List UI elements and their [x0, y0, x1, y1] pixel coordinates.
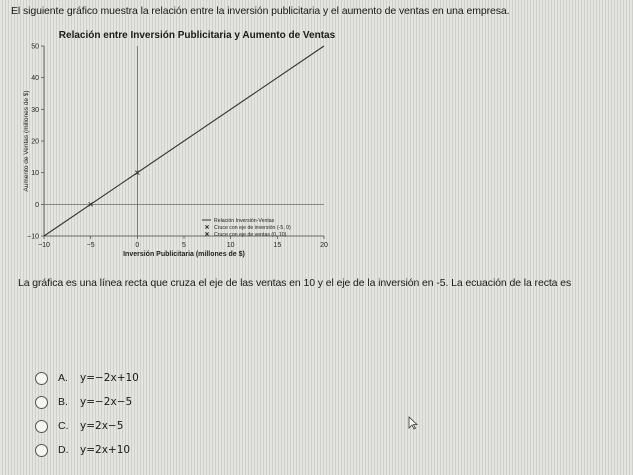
x-tick-label: 5	[182, 242, 186, 249]
legend-label-point: Cruce con eje de ventas (0, 10)	[214, 232, 287, 238]
option-letter: A.	[58, 372, 68, 384]
option-c[interactable]	[35, 414, 139, 438]
option-b[interactable]	[35, 390, 139, 414]
option-equation: y=2x−5	[80, 420, 124, 432]
legend-marker-swatch	[205, 232, 208, 235]
x-tick-label: 15	[273, 242, 282, 249]
legend-label-series: Relación Inversión-Ventas	[214, 218, 275, 224]
option-d[interactable]	[35, 438, 139, 462]
option-letter: C.	[58, 420, 69, 432]
option-equation: y=−2x−5	[80, 396, 133, 408]
chart	[22, 24, 342, 274]
legend-marker-swatch	[205, 225, 208, 228]
y-tick-label: −10	[27, 233, 39, 241]
series-line-relacion	[44, 46, 324, 236]
legend-label-point: Cruce con eje de inversión (-5, 0)	[214, 225, 291, 231]
chart-title: Relación entre Inversión Publicitaria y Aumento de Ventas	[58, 30, 336, 41]
x-tick-label: −5	[86, 242, 95, 249]
option-letter: B.	[58, 396, 68, 408]
radio-button[interactable]	[35, 420, 48, 433]
y-tick-label: 0	[35, 201, 39, 209]
question-text: El siguiente gráfico muestra la relación entre la inversión publicitaria y el aumento de ventas en una empresa.	[11, 5, 510, 17]
statement-text: La gráfica es una línea recta que cruza el eje de las ventas en 10 y el eje de la inversión en -5. La ecuación de la recta es	[18, 277, 572, 289]
x-tick-label: 20	[320, 242, 328, 249]
x-tick-label: 10	[226, 242, 235, 249]
option-equation: y=−2x+10	[80, 372, 139, 384]
option-a[interactable]	[35, 366, 139, 390]
y-tick-label: 50	[31, 43, 39, 51]
radio-button[interactable]	[35, 372, 48, 385]
radio-button[interactable]	[35, 396, 48, 409]
y-tick-label: 20	[31, 138, 39, 146]
option-letter: D.	[58, 444, 69, 456]
x-axis-label: Inversión Publicitaria (millones de $)	[123, 251, 245, 258]
y-tick-label: 30	[31, 106, 39, 114]
y-tick-label: 40	[31, 75, 39, 83]
radio-button[interactable]	[35, 444, 48, 457]
answer-options	[35, 366, 139, 462]
series-layer	[44, 46, 324, 236]
legend	[202, 218, 291, 238]
mouse-cursor-icon	[408, 416, 418, 430]
y-axis-label: Aumento de Ventas (millones de $)	[23, 90, 30, 192]
y-tick-label: 10	[31, 170, 39, 178]
x-tick-label: −10	[38, 242, 50, 249]
x-tick-label: 0	[135, 242, 140, 249]
chart-svg	[22, 24, 342, 274]
option-equation: y=2x+10	[80, 444, 131, 456]
